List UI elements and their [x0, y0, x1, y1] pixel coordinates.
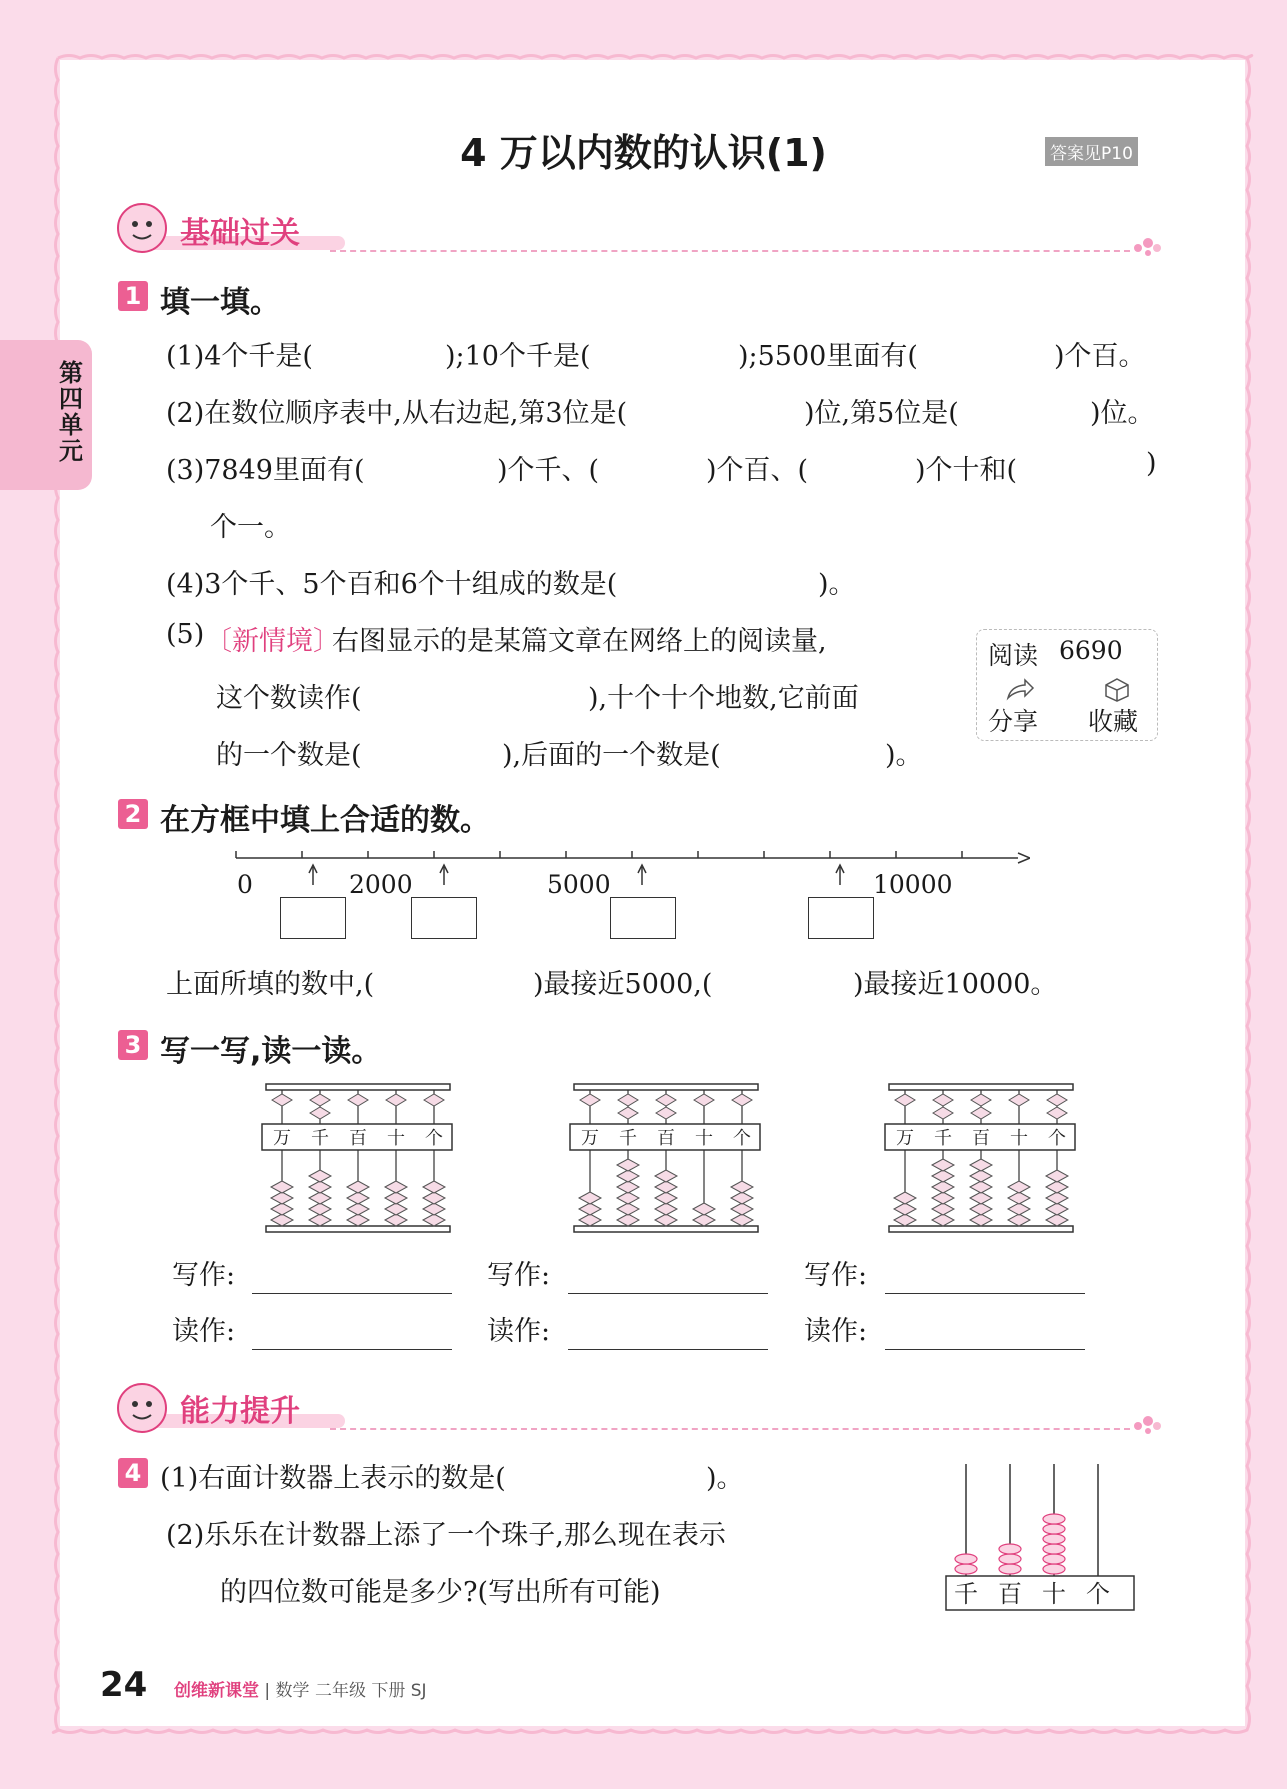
lower-bead [970, 1192, 992, 1204]
q1-line2-a: (2)在数位顺序表中,从右边起,第3位是( [166, 398, 628, 429]
place-label: 个 [425, 1128, 443, 1149]
lower-bead [1008, 1203, 1030, 1215]
counter-bead [999, 1544, 1021, 1554]
q1-line4-a: (4)3个千、5个百和6个十组成的数是( [166, 569, 618, 600]
q2-sentence-c: )最接近10000。 [853, 969, 1058, 1000]
q1-line1-b: );10个千是( [445, 341, 591, 372]
upper-bead [618, 1107, 638, 1119]
upper-bead [310, 1094, 330, 1106]
lower-bead [347, 1203, 369, 1215]
place-label: 十 [695, 1128, 713, 1149]
counter-bead [999, 1554, 1021, 1564]
lower-bead [423, 1181, 445, 1193]
lower-bead [385, 1192, 407, 1204]
answer-box[interactable] [280, 897, 346, 939]
lower-bead [655, 1192, 677, 1204]
q4-line2: (2)乐乐在计数器上添了一个珠子,那么现在表示 [166, 1520, 726, 1551]
q1-line1-d: )个百。 [1054, 341, 1146, 372]
lower-bead [932, 1159, 954, 1171]
counter-bead [1043, 1564, 1065, 1574]
lower-bead [579, 1214, 601, 1226]
lower-bead [423, 1203, 445, 1215]
answer-ref-badge: 答案见P10 [1045, 137, 1138, 166]
lower-bead [309, 1181, 331, 1193]
place-label: 百 [657, 1128, 675, 1149]
lower-bead [579, 1192, 601, 1204]
counter-bead [955, 1564, 977, 1574]
lower-bead [617, 1192, 639, 1204]
upper-bead [732, 1094, 752, 1106]
lower-bead [617, 1181, 639, 1193]
lower-bead [655, 1170, 677, 1182]
counter-label: 十 [1042, 1580, 1066, 1608]
lower-bead [970, 1214, 992, 1226]
abacus-top-bar [889, 1084, 1073, 1090]
q1-line2-b: )位,第5位是( [804, 398, 959, 429]
abacus-bottom-bar [574, 1226, 758, 1232]
place-label: 个 [733, 1128, 751, 1149]
read-line[interactable] [568, 1349, 768, 1350]
read-label: 读作: [487, 1316, 551, 1347]
upper-bead [348, 1094, 368, 1106]
mascot-icon [116, 202, 172, 254]
section-basic-title: 基础过关 [180, 216, 300, 251]
section-advanced-title: 能力提升 [180, 1394, 300, 1429]
footer-separator: | [264, 1681, 271, 1701]
question-title: 在方框中填上合适的数。 [160, 803, 490, 838]
tick-label: 2000 [349, 870, 413, 899]
lower-bead [423, 1192, 445, 1204]
upper-bead [694, 1094, 714, 1106]
q1-line3-c: )个百、( [706, 455, 809, 486]
footer-info [174, 1676, 427, 1701]
lower-bead [731, 1214, 753, 1226]
lower-bead [932, 1214, 954, 1226]
abacus-1 [258, 1080, 458, 1240]
lower-bead [347, 1192, 369, 1204]
lower-bead [1046, 1203, 1068, 1215]
read-label: 读作: [172, 1316, 236, 1347]
upper-bead [618, 1094, 638, 1106]
q1-line7-c: )。 [885, 740, 923, 771]
q1-line1-c: );5500里面有( [738, 341, 918, 372]
question-number: 1 [118, 281, 148, 311]
lower-bead [932, 1203, 954, 1215]
q1-line5-b: 右图显示的是某篇文章在网络上的阅读量, [332, 626, 827, 657]
section-divider [330, 250, 1130, 252]
question-title: 写一写,读一读。 [160, 1034, 382, 1069]
lower-bead [970, 1159, 992, 1171]
abacus-top-bar [266, 1084, 450, 1090]
lower-bead [309, 1192, 331, 1204]
place-label: 个 [1048, 1128, 1066, 1149]
q2-sentence-a: 上面所填的数中,( [166, 969, 375, 1000]
counter-bead [999, 1564, 1021, 1574]
counter-bead [1043, 1514, 1065, 1524]
abacus-bottom-bar [889, 1226, 1073, 1232]
lower-bead [617, 1159, 639, 1171]
lower-bead [1046, 1170, 1068, 1182]
upper-bead [971, 1094, 991, 1106]
counter-bead [1043, 1534, 1065, 1544]
lower-bead [271, 1192, 293, 1204]
question-number: 4 [118, 1458, 148, 1488]
lower-bead [970, 1170, 992, 1182]
cube-icon [1103, 676, 1131, 702]
upper-bead [1047, 1094, 1067, 1106]
abacus-2 [566, 1080, 766, 1240]
lower-bead [271, 1181, 293, 1193]
abacus-bottom-bar [266, 1226, 450, 1232]
upper-bead [1047, 1107, 1067, 1119]
lower-bead [423, 1214, 445, 1226]
lower-bead [894, 1214, 916, 1226]
share-label: 分享 [988, 707, 1039, 736]
upper-bead [1009, 1094, 1029, 1106]
counter-bead [955, 1554, 977, 1564]
answer-box[interactable] [411, 897, 477, 939]
write-line[interactable] [568, 1293, 768, 1294]
place-label: 千 [619, 1128, 637, 1149]
abacus-3 [881, 1080, 1081, 1240]
read-count: 6690 [1059, 636, 1123, 665]
lower-bead [693, 1203, 715, 1215]
footer-grade: 二年级 下册 SJ [314, 1681, 427, 1701]
lower-bead [731, 1181, 753, 1193]
tick-label: 0 [237, 870, 253, 899]
lower-bead [1046, 1181, 1068, 1193]
place-label: 百 [349, 1128, 367, 1149]
upper-bead [580, 1094, 600, 1106]
unit-tab-label: 第四单元 [59, 359, 83, 465]
q1-line7-b: ),后面的一个数是( [502, 740, 721, 771]
place-label: 万 [273, 1128, 291, 1149]
lower-bead [271, 1214, 293, 1226]
lower-bead [309, 1203, 331, 1215]
q1-line6-a: 这个数读作( [216, 683, 362, 714]
lower-bead [731, 1192, 753, 1204]
abacus-top-bar [574, 1084, 758, 1090]
dots-icon [1132, 236, 1162, 258]
answer-box[interactable] [808, 897, 874, 939]
read-line[interactable] [885, 1349, 1085, 1350]
q1-line2-c: )位。 [1090, 398, 1155, 429]
lower-bead [655, 1214, 677, 1226]
footer-subject: 数学 [275, 1681, 310, 1701]
place-label: 千 [934, 1128, 952, 1149]
page-number: 24 [100, 1665, 148, 1705]
write-label: 写作: [804, 1260, 868, 1291]
write-label: 写作: [172, 1260, 236, 1291]
q4-line3: 的四位数可能是多少?(写出所有可能) [220, 1577, 661, 1608]
counter-label: 个 [1086, 1580, 1110, 1608]
lower-bead [1046, 1192, 1068, 1204]
place-label: 十 [387, 1128, 405, 1149]
q1-line1-a: (1)4个千是( [166, 341, 313, 372]
place-label: 千 [311, 1128, 329, 1149]
mascot-icon [116, 1382, 172, 1434]
read-label: 阅读 [988, 641, 1039, 670]
lower-bead [347, 1214, 369, 1226]
write-label: 写作: [487, 1260, 551, 1291]
lower-bead [932, 1170, 954, 1182]
question-number: 2 [118, 799, 148, 829]
counter-bead [1043, 1554, 1065, 1564]
dots-icon [1132, 1414, 1162, 1436]
q1-line7-a: 的一个数是( [216, 740, 362, 771]
lower-bead [693, 1214, 715, 1226]
collect-label: 收藏 [1088, 707, 1139, 736]
q4-line1-a: (1)右面计数器上表示的数是( [160, 1463, 506, 1494]
upper-bead [933, 1094, 953, 1106]
q1-line3-e: ) [1146, 448, 1157, 479]
q4-line1-b: )。 [706, 1463, 744, 1494]
lower-bead [617, 1170, 639, 1182]
new-context-tag: 〔新情境〕 [205, 626, 340, 657]
upper-bead [656, 1107, 676, 1119]
lower-bead [970, 1181, 992, 1193]
lower-bead [617, 1214, 639, 1226]
lower-bead [932, 1181, 954, 1193]
lower-bead [385, 1181, 407, 1193]
place-label: 十 [1010, 1128, 1028, 1149]
lower-bead [894, 1203, 916, 1215]
counter-bead [1043, 1524, 1065, 1534]
lower-bead [579, 1203, 601, 1215]
tick-label: 10000 [873, 870, 953, 899]
lower-bead [617, 1203, 639, 1215]
q1-line3-f: 个一。 [210, 512, 291, 543]
section-divider [330, 1428, 1130, 1430]
page-title: 4 万以内数的认识(1) [460, 131, 827, 175]
place-label: 万 [581, 1128, 599, 1149]
lower-bead [271, 1203, 293, 1215]
lower-bead [1046, 1214, 1068, 1226]
counter-bead [1043, 1544, 1065, 1554]
lower-bead [655, 1203, 677, 1215]
upper-bead [933, 1107, 953, 1119]
q1-line6-b: ),十个十个地数,它前面 [588, 683, 859, 714]
answer-box[interactable] [610, 897, 676, 939]
lower-bead [309, 1214, 331, 1226]
upper-bead [272, 1094, 292, 1106]
question-title: 填一填。 [160, 285, 280, 320]
lower-bead [385, 1203, 407, 1215]
counter-abacus [940, 1464, 1140, 1616]
lower-bead [1008, 1214, 1030, 1226]
lower-bead [1008, 1192, 1030, 1204]
series-name: 创维新课堂 [174, 1681, 259, 1701]
lower-bead [731, 1203, 753, 1215]
lower-bead [932, 1192, 954, 1204]
lower-bead [347, 1181, 369, 1193]
question-number: 3 [118, 1030, 148, 1060]
counter-label: 千 [954, 1580, 978, 1608]
place-label: 万 [896, 1128, 914, 1149]
q1-line4-b: )。 [818, 569, 856, 600]
write-line[interactable] [885, 1293, 1085, 1294]
read-line[interactable] [252, 1349, 452, 1350]
share-arrow-icon [1005, 676, 1035, 702]
lower-bead [385, 1214, 407, 1226]
read-label: 读作: [804, 1316, 868, 1347]
lower-bead [1008, 1181, 1030, 1193]
upper-bead [971, 1107, 991, 1119]
place-label: 百 [972, 1128, 990, 1149]
lower-bead [894, 1192, 916, 1204]
q1-line5-a: (5) [166, 619, 205, 650]
q2-sentence-b: )最接近5000,( [533, 969, 713, 1000]
lower-bead [970, 1203, 992, 1215]
q1-line3-b: )个千、( [497, 455, 600, 486]
lower-bead [655, 1181, 677, 1193]
q1-line3-a: (3)7849里面有( [166, 455, 365, 486]
upper-bead [656, 1094, 676, 1106]
upper-bead [895, 1094, 915, 1106]
upper-bead [424, 1094, 444, 1106]
counter-label: 百 [998, 1580, 1022, 1608]
write-line[interactable] [252, 1293, 452, 1294]
q1-line3-d: )个十和( [915, 455, 1018, 486]
upper-bead [386, 1094, 406, 1106]
lower-bead [309, 1170, 331, 1182]
tick-label: 5000 [547, 870, 611, 899]
upper-bead [310, 1107, 330, 1119]
